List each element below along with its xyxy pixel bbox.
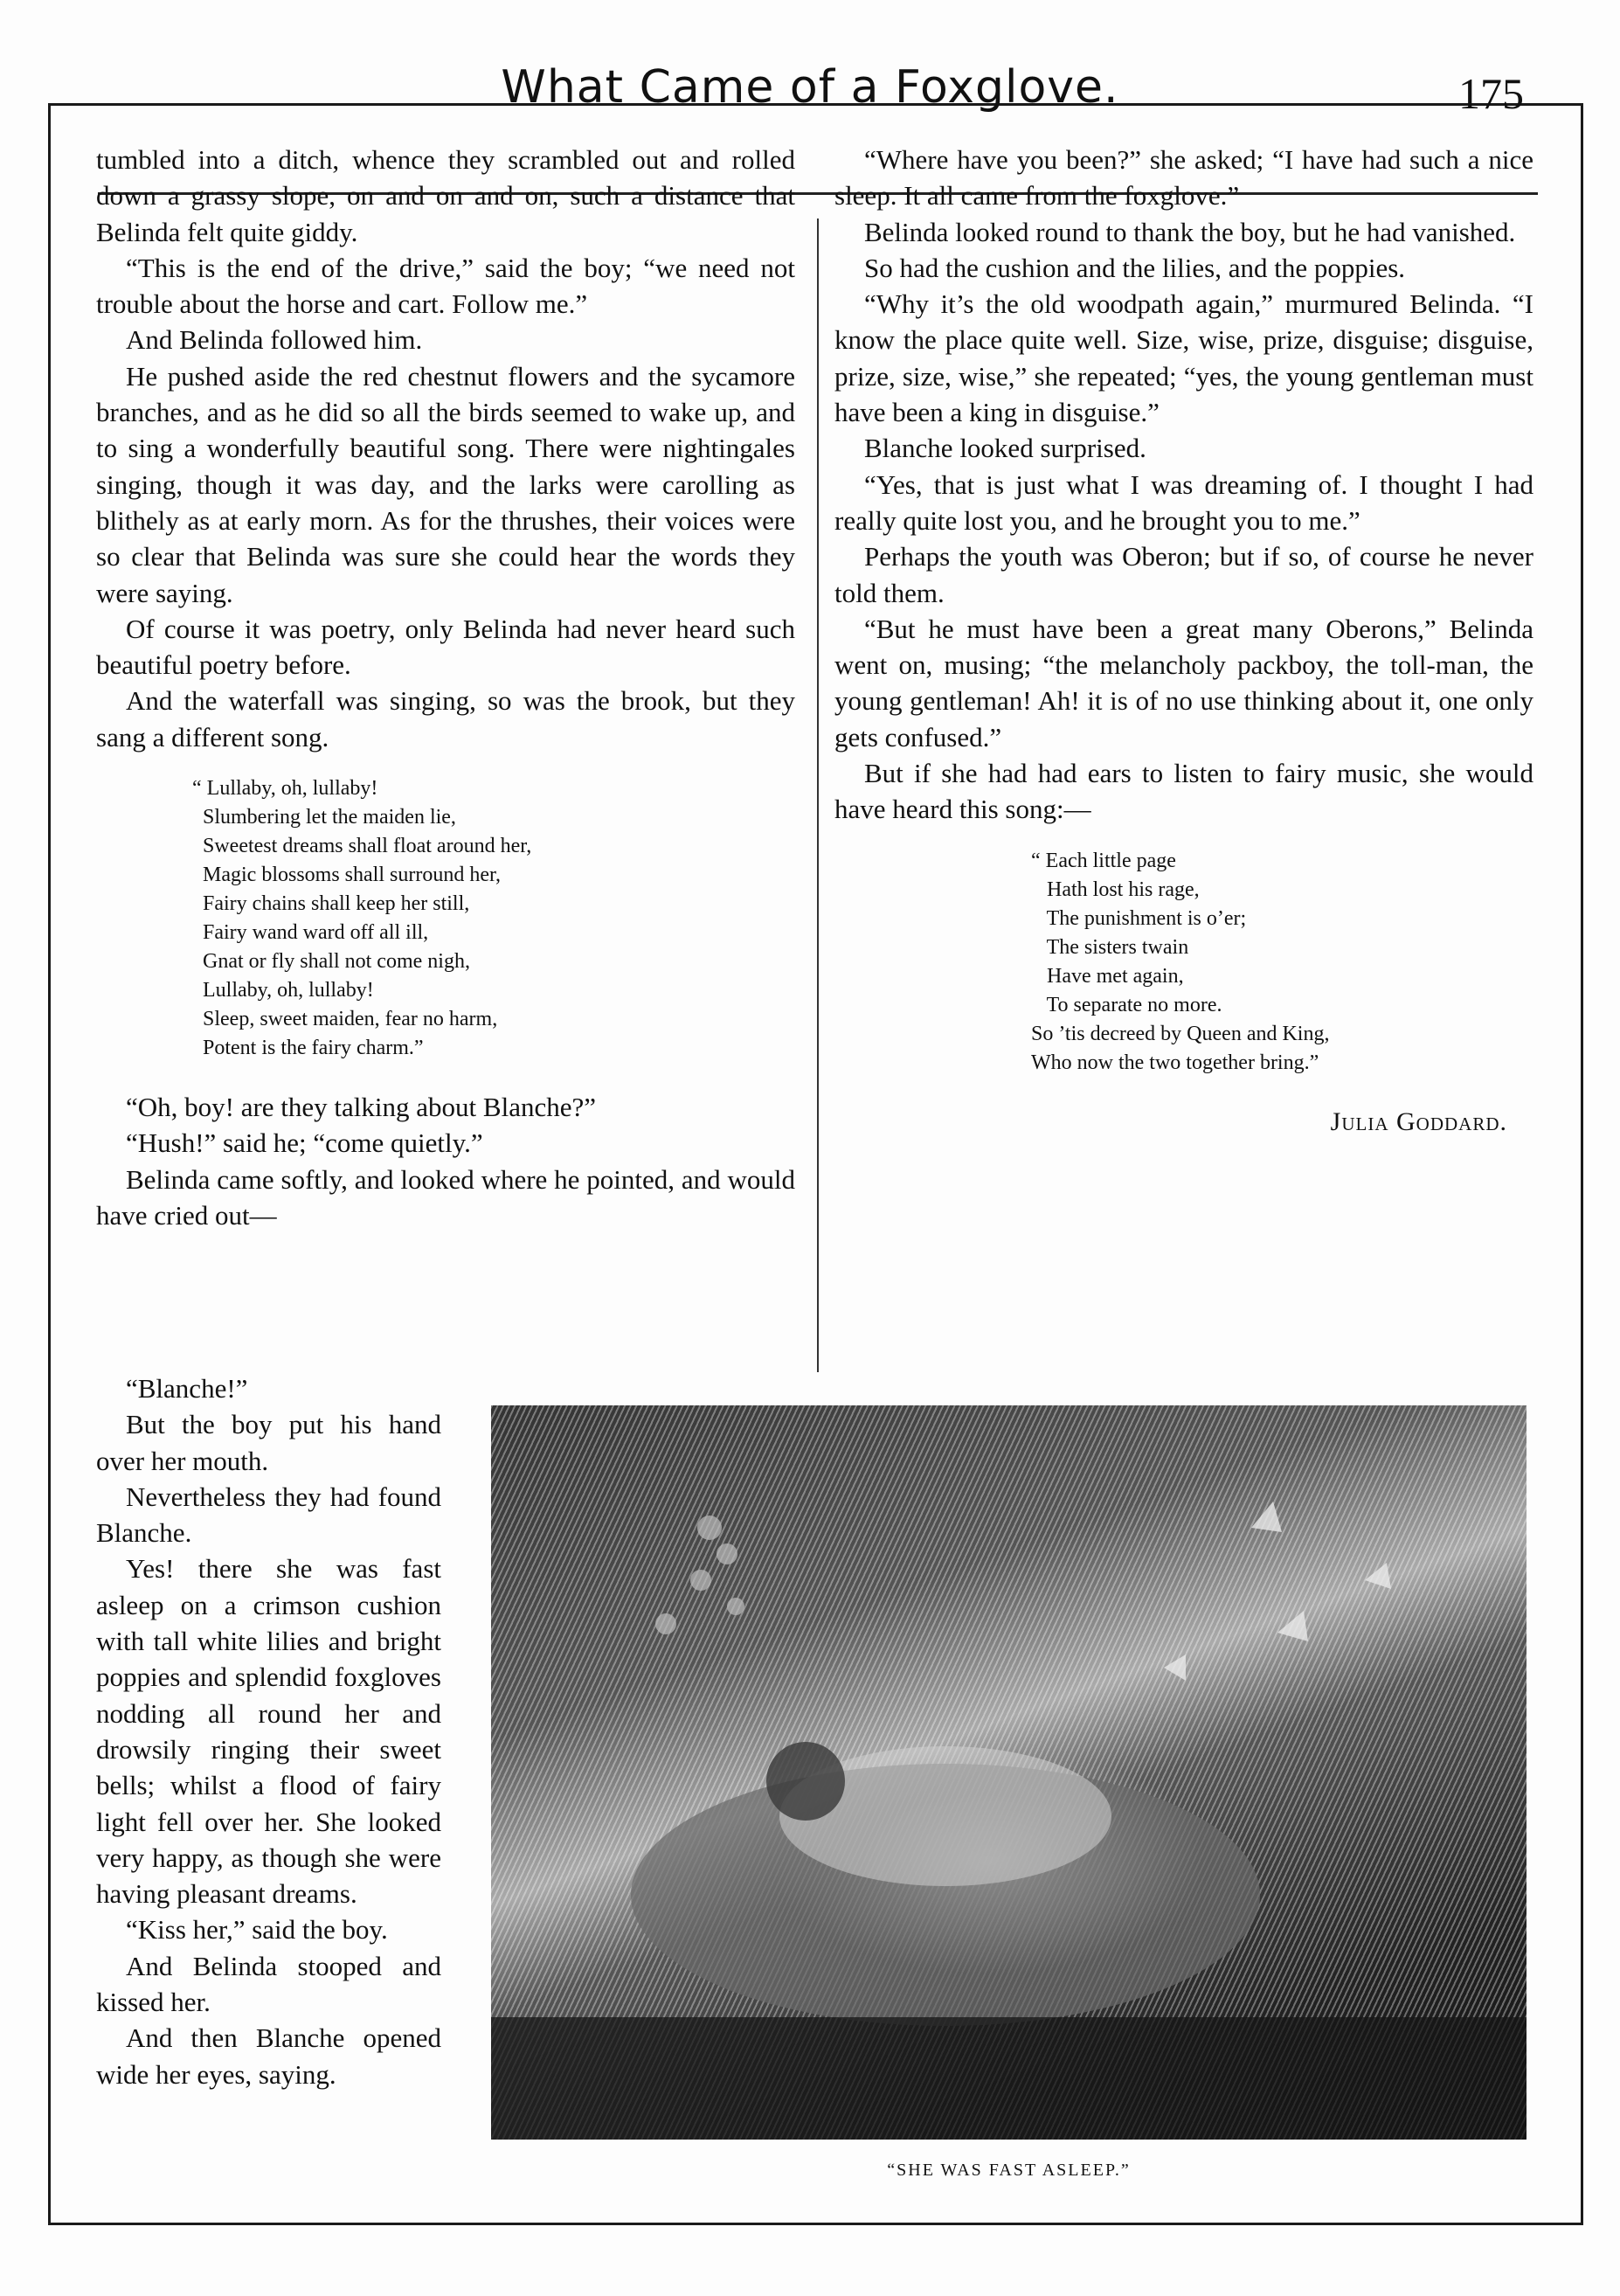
- foxglove-flowers: [655, 1516, 744, 1634]
- page-title: What Came of a Foxglove.: [501, 61, 1119, 114]
- paragraph: And Belinda stooped and kissed her.: [96, 1950, 441, 2018]
- poem-line: Sweetest dreams shall float around her,: [192, 835, 532, 858]
- left-column: [96, 142, 795, 1233]
- poem-line: Magic blossoms shall surround her,: [192, 864, 502, 887]
- paragraph: Blanche looked surprised.: [864, 433, 1146, 464]
- poem-line: The sisters twain: [1031, 935, 1189, 959]
- paragraph: Yes! there she was fast asleep on a crimson cushion with tall white lilies and bright poppies and splendid foxgloves nodding all round her and drowsily ringing their sweet bells; whilst a flood of fairy light fell over her. She looked very happy, as though she were having pleasant dreams.: [96, 1553, 441, 1910]
- paragraph: “But he must have been a great many Oberons,” Belinda went on, musing; “the melancholy packboy, the toll-man, the young gentleman! Ah! it is of no use thinking about it, one only gets confused.”: [834, 613, 1533, 753]
- right-column: [834, 142, 1533, 1140]
- ground-foliage: [491, 2017, 1527, 2140]
- paragraph: Of course it was poetry, only Belinda had never heard such beautiful poetry before.: [96, 613, 795, 681]
- paragraph: “Oh, boy! are they talking about Blanche?”: [126, 1092, 596, 1123]
- poem-line: Hath lost his rage,: [1031, 877, 1200, 901]
- poem-line: Potent is the fairy charm.”: [192, 1037, 424, 1060]
- poem-line: Lullaby, oh, lullaby!: [192, 979, 374, 1002]
- poem-line: Slumbering let the maiden lie,: [192, 806, 456, 829]
- head-shape: [766, 1742, 845, 1821]
- paragraph: Belinda came softly, and looked where he pointed, and would have cried out—: [96, 1163, 795, 1231]
- paragraph: “Where have you been?” she asked; “I have had such a nice sleep. It all came from the foxglove.”: [834, 144, 1533, 212]
- engraving-shapes: [491, 1405, 1527, 2140]
- paragraph: So had the cushion and the lilies, and the poppies.: [864, 252, 1406, 283]
- author-signature: Julia Goddard.: [1330, 1106, 1507, 1136]
- paragraph: And Belinda followed him.: [126, 324, 423, 356]
- paragraph: “Hush!” said he; “come quietly.”: [126, 1127, 483, 1159]
- poem-line: The punishment is o’er;: [1031, 906, 1247, 930]
- paragraph: “Yes, that is just what I was dreaming of. I thought I had really quite lost you, and he brought you to me.”: [834, 468, 1533, 536]
- narrow-column: [96, 1370, 441, 2092]
- paragraph: And the waterfall was singing, so was the brook, but they sang a different song.: [96, 685, 795, 753]
- illustration-caption: “SHE WAS FAST ASLEEP.”: [887, 2161, 1131, 2180]
- paragraph: But if she had had ears to listen to fairy music, she would have heard this song:—: [834, 758, 1533, 825]
- paragraph: Belinda looked round to thank the boy, but he had vanished.: [864, 216, 1516, 247]
- poem-line: To separate no more.: [1031, 993, 1222, 1016]
- paragraph: Nevertheless they had found Blanche.: [96, 1481, 441, 1549]
- sleeping-girl-engraving: [491, 1405, 1527, 2140]
- paragraph: “This is the end of the drive,” said the boy; “we need not trouble about the horse and cart. Follow me.”: [96, 252, 795, 320]
- paragraph: tumbled into a ditch, whence they scrambled out and rolled down a grassy slope, on and on and on, such a distance that Belinda felt quite giddy.: [96, 144, 795, 247]
- paragraph: “Kiss her,” said the boy.: [126, 1914, 388, 1946]
- column-divider: [817, 219, 819, 1372]
- left-paragraphs-after-poem: [96, 1089, 795, 1233]
- fairy-song-poem: [1031, 847, 1533, 1078]
- paragraph: And then Blanche opened wide her eyes, saying.: [96, 2022, 441, 2090]
- poem-line: Who now the two together bring.”: [1031, 1051, 1319, 1074]
- paragraph: But the boy put his hand over her mouth.: [96, 1409, 441, 1476]
- left-paragraphs-before-poem: [96, 142, 795, 755]
- poem-line: Fairy chains shall keep her still,: [192, 892, 470, 916]
- poem-line: “ Each little page: [1031, 849, 1176, 872]
- lullaby-poem: [192, 774, 795, 1063]
- page-number: 175: [1458, 69, 1524, 118]
- right-paragraphs-before-poem: [834, 142, 1533, 828]
- poem-line: Sleep, sweet maiden, fear no harm,: [192, 1008, 498, 1031]
- lily-flowers: [1164, 1502, 1391, 1681]
- paragraph: “Why it’s the old woodpath again,” murmured Belinda. “I know the place quite well. Size, wise, prize, disguise; disguise, prize, size, wise,” she repeated; “yes, the young gentleman must have been a king in disguise.”: [834, 288, 1533, 428]
- poem-line: So ’tis decreed by Queen and King,: [1031, 1022, 1330, 1045]
- poem-line: Gnat or fly shall not come nigh,: [192, 950, 470, 974]
- poem-line: “ Lullaby, oh, lullaby!: [192, 777, 378, 801]
- poem-line: Fairy wand ward off all ill,: [192, 921, 429, 945]
- paragraph: He pushed aside the red chestnut flowers and the sycamore branches, and as he did so all the birds seemed to wake up, and to sing a wonderfully beautiful song. There were nightingales singing, though it was day, and the larks were carolling as blithely as at early morn. As for the thrushes, their voices were so clear that Belinda was sure she could hear the words they were saying.: [96, 360, 795, 608]
- paragraph: Perhaps the youth was Oberon; but if so, of course he never told them.: [834, 541, 1533, 608]
- paragraph: “Blanche!”: [126, 1373, 248, 1404]
- poem-line: Have met again,: [1031, 964, 1184, 988]
